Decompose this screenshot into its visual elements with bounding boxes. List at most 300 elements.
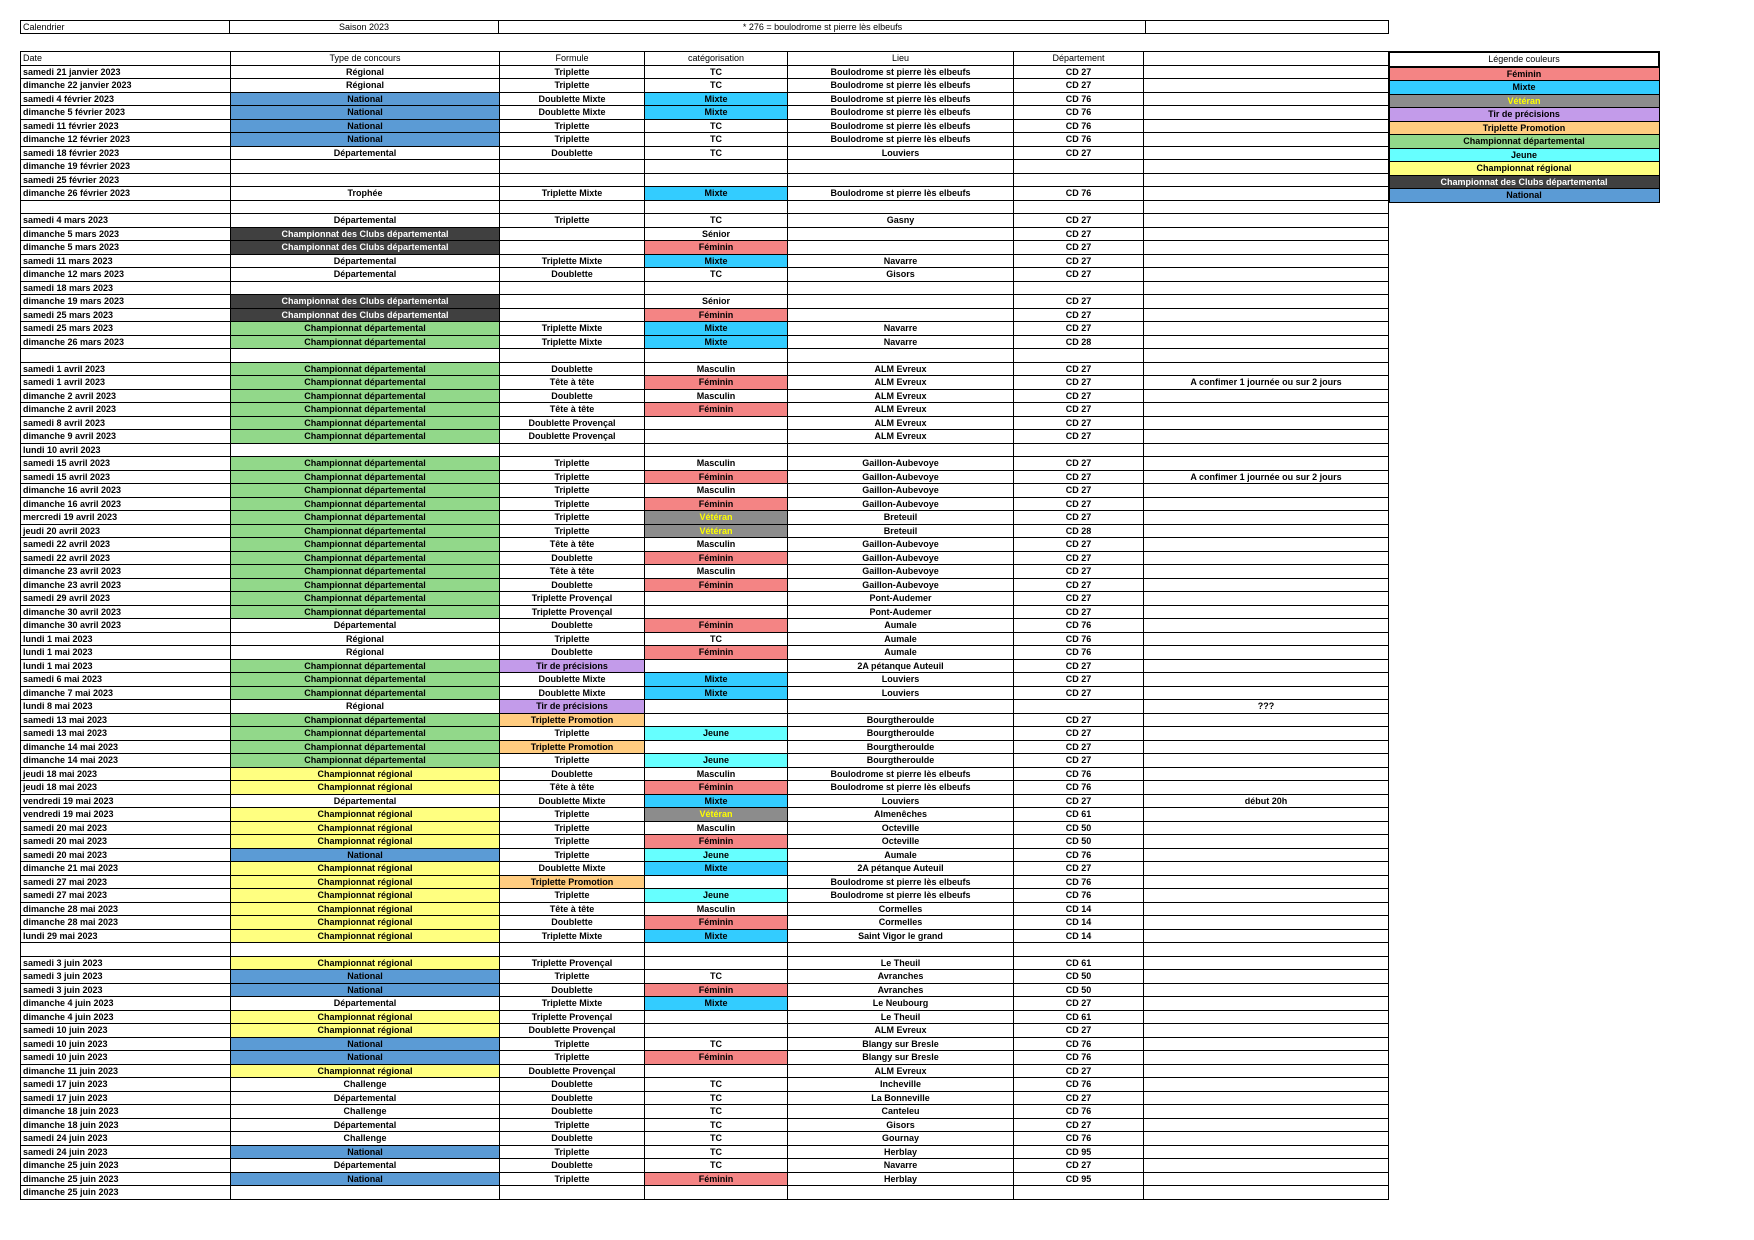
cell-lieu bbox=[788, 241, 1014, 255]
cell-date: dimanche 9 avril 2023 bbox=[21, 430, 231, 444]
cell-type: Départemental bbox=[231, 1091, 500, 1105]
cell-remarque bbox=[1144, 457, 1389, 471]
cell-date: samedi 10 juin 2023 bbox=[21, 1024, 231, 1038]
cell-formule: Triplette bbox=[500, 497, 645, 511]
cell-date: jeudi 18 mai 2023 bbox=[21, 781, 231, 795]
cell-categorisation: Mixte bbox=[645, 106, 788, 120]
cell-formule: Triplette bbox=[500, 970, 645, 984]
cell-type: Départemental bbox=[231, 619, 500, 633]
cell-remarque bbox=[1144, 403, 1389, 417]
cell-type: Championnat régional bbox=[231, 889, 500, 903]
cell-formule: Triplette bbox=[500, 470, 645, 484]
cell-lieu: Boulodrome st pierre lès elbeufs bbox=[788, 187, 1014, 201]
cell-formule: Doublette bbox=[500, 268, 645, 282]
table-row bbox=[21, 497, 1389, 511]
cell-remarque bbox=[1144, 565, 1389, 579]
cell-formule: Triplette bbox=[500, 524, 645, 538]
cell-lieu: ALM Evreux bbox=[788, 416, 1014, 430]
cell-remarque: A confimer 1 journée ou sur 2 jours bbox=[1144, 470, 1389, 484]
cell-lieu: Pont-Audemer bbox=[788, 605, 1014, 619]
cell-remarque bbox=[1144, 173, 1389, 187]
cell-categorisation bbox=[645, 1010, 788, 1024]
cell-lieu bbox=[788, 281, 1014, 295]
cell-departement: CD 27 bbox=[1014, 565, 1144, 579]
cell-categorisation: Mixte bbox=[645, 997, 788, 1011]
cell-date: samedi 20 mai 2023 bbox=[21, 848, 231, 862]
cell-categorisation bbox=[645, 349, 788, 363]
cell-categorisation bbox=[645, 700, 788, 714]
cell-categorisation: TC bbox=[645, 119, 788, 133]
cell-formule: Triplette Mixte bbox=[500, 929, 645, 943]
cell-lieu bbox=[788, 308, 1014, 322]
cell-date: dimanche 12 février 2023 bbox=[21, 133, 231, 147]
table-row bbox=[21, 254, 1389, 268]
cell-formule bbox=[500, 173, 645, 187]
table-row bbox=[21, 956, 1389, 970]
cell-type: Championnat départemental bbox=[231, 538, 500, 552]
cell-lieu: Boulodrome st pierre lès elbeufs bbox=[788, 781, 1014, 795]
cell-remarque bbox=[1144, 551, 1389, 565]
cell-remarque bbox=[1144, 578, 1389, 592]
cell-type: Championnat des Clubs départemental bbox=[231, 227, 500, 241]
cell-remarque bbox=[1144, 322, 1389, 336]
cell-formule: Triplette bbox=[500, 65, 645, 79]
cell-remarque bbox=[1144, 1105, 1389, 1119]
cell-lieu: Navarre bbox=[788, 1159, 1014, 1173]
cell-categorisation bbox=[645, 740, 788, 754]
cell-categorisation: TC bbox=[645, 1105, 788, 1119]
cell-departement: CD 27 bbox=[1014, 659, 1144, 673]
cell-departement: CD 27 bbox=[1014, 241, 1144, 255]
cell-categorisation: Féminin bbox=[645, 619, 788, 633]
cell-date: dimanche 30 avril 2023 bbox=[21, 619, 231, 633]
cell-lieu: Herblay bbox=[788, 1172, 1014, 1186]
cell-lieu: Navarre bbox=[788, 322, 1014, 336]
cell-categorisation: Féminin bbox=[645, 1172, 788, 1186]
cell-formule: Triplette bbox=[500, 484, 645, 498]
cell-type: Championnat régional bbox=[231, 821, 500, 835]
cell-date: dimanche 14 mai 2023 bbox=[21, 740, 231, 754]
cell-lieu: Aumale bbox=[788, 646, 1014, 660]
cell-type bbox=[231, 943, 500, 957]
table-row bbox=[21, 160, 1389, 174]
cell-remarque bbox=[1144, 254, 1389, 268]
cell-lieu bbox=[788, 173, 1014, 187]
cell-type: Challenge bbox=[231, 1105, 500, 1119]
cell-lieu: Gisors bbox=[788, 1118, 1014, 1132]
table-row bbox=[21, 592, 1389, 606]
cell-lieu: Louviers bbox=[788, 686, 1014, 700]
cell-categorisation: Féminin bbox=[645, 497, 788, 511]
cell-type: Championnat régional bbox=[231, 1010, 500, 1024]
cell-lieu: Bourgtheroulde bbox=[788, 713, 1014, 727]
cell-lieu bbox=[788, 943, 1014, 957]
cell-date: lundi 1 mai 2023 bbox=[21, 659, 231, 673]
cell-lieu: Le Theuil bbox=[788, 956, 1014, 970]
cell-lieu bbox=[788, 700, 1014, 714]
cell-categorisation: Masculin bbox=[645, 389, 788, 403]
cell-lieu: Gaillon-Aubevoye bbox=[788, 551, 1014, 565]
cell-date: samedi 15 avril 2023 bbox=[21, 457, 231, 471]
table-row bbox=[21, 605, 1389, 619]
cell-formule: Tête à tête bbox=[500, 781, 645, 795]
cell-date: lundi 10 avril 2023 bbox=[21, 443, 231, 457]
cell-date: dimanche 28 mai 2023 bbox=[21, 916, 231, 930]
cell-categorisation: Masculin bbox=[645, 902, 788, 916]
cell-date: lundi 29 mai 2023 bbox=[21, 929, 231, 943]
table-row bbox=[21, 686, 1389, 700]
cell-formule bbox=[500, 1186, 645, 1200]
cell-remarque bbox=[1144, 916, 1389, 930]
cell-formule: Tir de précisions bbox=[500, 700, 645, 714]
cell-remarque: début 20h bbox=[1144, 794, 1389, 808]
cell-formule bbox=[500, 281, 645, 295]
table-row bbox=[21, 740, 1389, 754]
cell-departement: CD 27 bbox=[1014, 997, 1144, 1011]
cell-departement: CD 27 bbox=[1014, 376, 1144, 390]
cell-lieu: Gaillon-Aubevoye bbox=[788, 578, 1014, 592]
cell-remarque bbox=[1144, 349, 1389, 363]
cell-categorisation bbox=[645, 659, 788, 673]
cell-lieu: Boulodrome st pierre lès elbeufs bbox=[788, 889, 1014, 903]
cell-lieu: Gaillon-Aubevoye bbox=[788, 565, 1014, 579]
cell-departement: CD 61 bbox=[1014, 956, 1144, 970]
cell-categorisation: Mixte bbox=[645, 322, 788, 336]
cell-lieu: Pont-Audemer bbox=[788, 592, 1014, 606]
cell-remarque bbox=[1144, 781, 1389, 795]
cell-type: Championnat régional bbox=[231, 875, 500, 889]
cell-formule: Triplette bbox=[500, 1172, 645, 1186]
cell-categorisation bbox=[645, 943, 788, 957]
cell-lieu: Gaillon-Aubevoye bbox=[788, 538, 1014, 552]
cell-categorisation: Mixte bbox=[645, 673, 788, 687]
cell-date: vendredi 19 mai 2023 bbox=[21, 808, 231, 822]
cell-formule: Doublette bbox=[500, 1105, 645, 1119]
cell-type: Championnat régional bbox=[231, 808, 500, 822]
cell-lieu: Saint Vigor le grand bbox=[788, 929, 1014, 943]
cell-type: National bbox=[231, 1172, 500, 1186]
cell-date: dimanche 2 avril 2023 bbox=[21, 403, 231, 417]
cell-departement: CD 27 bbox=[1014, 484, 1144, 498]
cell-categorisation: Mixte bbox=[645, 335, 788, 349]
table-row bbox=[21, 565, 1389, 579]
cell-formule bbox=[500, 241, 645, 255]
cell-date: lundi 8 mai 2023 bbox=[21, 700, 231, 714]
cell-formule: Tête à tête bbox=[500, 376, 645, 390]
calendar-table bbox=[20, 51, 1389, 1200]
table-row bbox=[21, 511, 1389, 525]
cell-date: jeudi 18 mai 2023 bbox=[21, 767, 231, 781]
cell-date: samedi 18 mars 2023 bbox=[21, 281, 231, 295]
legend-item bbox=[1389, 189, 1659, 203]
cell-remarque bbox=[1144, 484, 1389, 498]
cell-lieu: ALM Evreux bbox=[788, 1024, 1014, 1038]
cell-departement bbox=[1014, 200, 1144, 214]
cell-lieu: Louviers bbox=[788, 673, 1014, 687]
table-row bbox=[21, 362, 1389, 376]
cell-categorisation: Sénior bbox=[645, 295, 788, 309]
cell-remarque bbox=[1144, 268, 1389, 282]
cell-lieu: Gaillon-Aubevoye bbox=[788, 484, 1014, 498]
legend-champdep: Championnat départemental bbox=[1389, 135, 1659, 149]
cell-date: samedi 20 mai 2023 bbox=[21, 835, 231, 849]
cell-type bbox=[231, 1186, 500, 1200]
cell-departement: CD 27 bbox=[1014, 1091, 1144, 1105]
table-row bbox=[21, 241, 1389, 255]
table-row bbox=[21, 538, 1389, 552]
calendar-body bbox=[21, 52, 1389, 1200]
cell-departement: CD 76 bbox=[1014, 889, 1144, 903]
cell-departement: CD 76 bbox=[1014, 1105, 1144, 1119]
cell-lieu: ALM Evreux bbox=[788, 430, 1014, 444]
cell-formule: Doublette bbox=[500, 1132, 645, 1146]
cell-lieu: Le Neubourg bbox=[788, 997, 1014, 1011]
cell-remarque bbox=[1144, 983, 1389, 997]
cell-categorisation bbox=[645, 200, 788, 214]
cell-lieu: Navarre bbox=[788, 254, 1014, 268]
cell-type: Championnat départemental bbox=[231, 484, 500, 498]
cell-departement bbox=[1014, 943, 1144, 957]
cell-departement: CD 27 bbox=[1014, 308, 1144, 322]
cell-formule: Triplette bbox=[500, 214, 645, 228]
table-row bbox=[21, 916, 1389, 930]
cell-date: samedi 27 mai 2023 bbox=[21, 875, 231, 889]
cell-categorisation bbox=[645, 1064, 788, 1078]
cell-date: dimanche 18 juin 2023 bbox=[21, 1105, 231, 1119]
cell-formule: Tête à tête bbox=[500, 403, 645, 417]
cell-formule: Triplette Mixte bbox=[500, 997, 645, 1011]
cell-type: Championnat départemental bbox=[231, 322, 500, 336]
cell-date: samedi 11 mars 2023 bbox=[21, 254, 231, 268]
cell-lieu: Navarre bbox=[788, 335, 1014, 349]
cell-categorisation bbox=[645, 173, 788, 187]
cell-lieu: Bourgtheroulde bbox=[788, 727, 1014, 741]
cell-remarque bbox=[1144, 106, 1389, 120]
legend-feminin: Féminin bbox=[1389, 67, 1659, 81]
cell-categorisation: Féminin bbox=[645, 1051, 788, 1065]
cell-departement bbox=[1014, 349, 1144, 363]
cell-departement: CD 27 bbox=[1014, 686, 1144, 700]
cell-date: dimanche 26 mars 2023 bbox=[21, 335, 231, 349]
cell-lieu: Gaillon-Aubevoye bbox=[788, 497, 1014, 511]
cell-departement: CD 76 bbox=[1014, 781, 1144, 795]
table-row bbox=[21, 619, 1389, 633]
table-row bbox=[21, 173, 1389, 187]
table-row bbox=[21, 1037, 1389, 1051]
cell-departement: CD 14 bbox=[1014, 902, 1144, 916]
cell-lieu: Gisors bbox=[788, 268, 1014, 282]
cell-formule bbox=[500, 349, 645, 363]
cell-formule: Triplette bbox=[500, 821, 645, 835]
table-row bbox=[21, 443, 1389, 457]
cell-type: Championnat départemental bbox=[231, 511, 500, 525]
cell-remarque bbox=[1144, 295, 1389, 309]
cell-categorisation bbox=[645, 592, 788, 606]
column-header-formule: Formule bbox=[500, 52, 645, 66]
legend-national: National bbox=[1389, 189, 1659, 203]
cell-departement bbox=[1014, 160, 1144, 174]
cell-date: samedi 10 juin 2023 bbox=[21, 1037, 231, 1051]
table-row bbox=[21, 848, 1389, 862]
cell-lieu: ALM Evreux bbox=[788, 1064, 1014, 1078]
calendar-label: Calendrier bbox=[20, 20, 230, 34]
cell-remarque bbox=[1144, 497, 1389, 511]
cell-remarque bbox=[1144, 1037, 1389, 1051]
cell-formule: Triplette bbox=[500, 889, 645, 903]
cell-remarque bbox=[1144, 632, 1389, 646]
cell-remarque bbox=[1144, 214, 1389, 228]
cell-remarque bbox=[1144, 1051, 1389, 1065]
cell-date: dimanche 23 avril 2023 bbox=[21, 578, 231, 592]
cell-lieu: Cormelles bbox=[788, 902, 1014, 916]
cell-departement: CD 27 bbox=[1014, 389, 1144, 403]
table-row bbox=[21, 470, 1389, 484]
cell-type: Championnat régional bbox=[231, 916, 500, 930]
cell-date: dimanche 12 mars 2023 bbox=[21, 268, 231, 282]
column-header-type: Type de concours bbox=[231, 52, 500, 66]
cell-remarque bbox=[1144, 200, 1389, 214]
cell-lieu: Aumale bbox=[788, 848, 1014, 862]
cell-lieu: Blangy sur Bresle bbox=[788, 1051, 1014, 1065]
cell-remarque bbox=[1144, 713, 1389, 727]
cell-formule: Triplette Provençal bbox=[500, 605, 645, 619]
cell-formule bbox=[500, 295, 645, 309]
cell-categorisation: TC bbox=[645, 79, 788, 93]
table-row bbox=[21, 1051, 1389, 1065]
cell-lieu: Breteuil bbox=[788, 524, 1014, 538]
cell-categorisation: Vétéran bbox=[645, 808, 788, 822]
cell-categorisation: Féminin bbox=[645, 551, 788, 565]
cell-remarque bbox=[1144, 605, 1389, 619]
cell-lieu: Gaillon-Aubevoye bbox=[788, 457, 1014, 471]
cell-formule: Doublette Mixte bbox=[500, 794, 645, 808]
cell-date: samedi 21 janvier 2023 bbox=[21, 65, 231, 79]
cell-remarque: A confimer 1 journée ou sur 2 jours bbox=[1144, 376, 1389, 390]
cell-remarque bbox=[1144, 187, 1389, 201]
table-row bbox=[21, 1132, 1389, 1146]
table-row bbox=[21, 403, 1389, 417]
cell-type: Championnat régional bbox=[231, 862, 500, 876]
cell-type bbox=[231, 443, 500, 457]
table-row bbox=[21, 997, 1389, 1011]
cell-date: samedi 27 mai 2023 bbox=[21, 889, 231, 903]
cell-categorisation: Mixte bbox=[645, 862, 788, 876]
cell-remarque bbox=[1144, 227, 1389, 241]
table-row bbox=[21, 1105, 1389, 1119]
cell-type: Championnat départemental bbox=[231, 430, 500, 444]
cell-categorisation: Mixte bbox=[645, 686, 788, 700]
cell-departement: CD 14 bbox=[1014, 916, 1144, 930]
cell-type bbox=[231, 173, 500, 187]
table-row bbox=[21, 943, 1389, 957]
cell-formule: Triplette Mixte bbox=[500, 254, 645, 268]
cell-type bbox=[231, 160, 500, 174]
cell-categorisation bbox=[645, 443, 788, 457]
cell-lieu: Blangy sur Bresle bbox=[788, 1037, 1014, 1051]
cell-departement: CD 27 bbox=[1014, 754, 1144, 768]
cell-date: dimanche 11 juin 2023 bbox=[21, 1064, 231, 1078]
cell-remarque bbox=[1144, 862, 1389, 876]
cell-formule: Doublette bbox=[500, 1091, 645, 1105]
cell-remarque bbox=[1144, 160, 1389, 174]
cell-formule: Triplette Mixte bbox=[500, 187, 645, 201]
table-row bbox=[21, 1091, 1389, 1105]
cell-categorisation bbox=[645, 956, 788, 970]
cell-formule: Triplette bbox=[500, 808, 645, 822]
cell-type: Championnat départemental bbox=[231, 686, 500, 700]
cell-formule: Triplette bbox=[500, 1037, 645, 1051]
cell-type: Départemental bbox=[231, 1159, 500, 1173]
cell-type: Championnat départemental bbox=[231, 740, 500, 754]
cell-remarque bbox=[1144, 524, 1389, 538]
cell-departement: CD 27 bbox=[1014, 146, 1144, 160]
cell-categorisation: Masculin bbox=[645, 767, 788, 781]
cell-categorisation: Féminin bbox=[645, 578, 788, 592]
cell-date: samedi 15 avril 2023 bbox=[21, 470, 231, 484]
cell-remarque bbox=[1144, 673, 1389, 687]
cell-type: Championnat départemental bbox=[231, 727, 500, 741]
cell-remarque bbox=[1144, 430, 1389, 444]
cell-formule: Doublette Provençal bbox=[500, 1024, 645, 1038]
cell-formule: Triplette Promotion bbox=[500, 740, 645, 754]
cell-categorisation: Masculin bbox=[645, 362, 788, 376]
cell-formule: Triplette bbox=[500, 848, 645, 862]
cell-departement: CD 27 bbox=[1014, 592, 1144, 606]
cell-lieu: Cormelles bbox=[788, 916, 1014, 930]
table-row bbox=[21, 1145, 1389, 1159]
cell-categorisation: TC bbox=[645, 1037, 788, 1051]
cell-departement: CD 27 bbox=[1014, 1024, 1144, 1038]
cell-type: Championnat des Clubs départemental bbox=[231, 308, 500, 322]
cell-type: National bbox=[231, 983, 500, 997]
cell-date: samedi 24 juin 2023 bbox=[21, 1145, 231, 1159]
cell-departement: CD 27 bbox=[1014, 470, 1144, 484]
cell-categorisation: Jeune bbox=[645, 727, 788, 741]
table-row bbox=[21, 862, 1389, 876]
cell-categorisation: Masculin bbox=[645, 821, 788, 835]
table-row bbox=[21, 79, 1389, 93]
cell-categorisation: TC bbox=[645, 268, 788, 282]
table-row bbox=[21, 713, 1389, 727]
cell-categorisation: Féminin bbox=[645, 376, 788, 390]
table-row bbox=[21, 929, 1389, 943]
cell-formule: Triplette Mixte bbox=[500, 322, 645, 336]
cell-categorisation: TC bbox=[645, 1118, 788, 1132]
cell-lieu: Almenêches bbox=[788, 808, 1014, 822]
cell-formule: Doublette Provençal bbox=[500, 1064, 645, 1078]
cell-remarque bbox=[1144, 92, 1389, 106]
legend-item bbox=[1389, 175, 1659, 189]
cell-lieu: Aumale bbox=[788, 619, 1014, 633]
cell-formule: Triplette Provençal bbox=[500, 1010, 645, 1024]
table-row bbox=[21, 430, 1389, 444]
cell-formule: Doublette Mixte bbox=[500, 106, 645, 120]
cell-lieu: Bourgtheroulde bbox=[788, 754, 1014, 768]
cell-date: jeudi 20 avril 2023 bbox=[21, 524, 231, 538]
cell-formule: Triplette Promotion bbox=[500, 713, 645, 727]
cell-departement: CD 76 bbox=[1014, 1051, 1144, 1065]
cell-type: Championnat départemental bbox=[231, 497, 500, 511]
table-row bbox=[21, 632, 1389, 646]
cell-lieu: Boulodrome st pierre lès elbeufs bbox=[788, 65, 1014, 79]
cell-remarque bbox=[1144, 1159, 1389, 1173]
cell-departement: CD 27 bbox=[1014, 551, 1144, 565]
legend-clubs: Championnat des Clubs départemental bbox=[1389, 175, 1659, 189]
cell-departement: CD 27 bbox=[1014, 227, 1144, 241]
cell-lieu: Avranches bbox=[788, 983, 1014, 997]
cell-date: samedi 4 mars 2023 bbox=[21, 214, 231, 228]
cell-lieu: ALM Evreux bbox=[788, 403, 1014, 417]
